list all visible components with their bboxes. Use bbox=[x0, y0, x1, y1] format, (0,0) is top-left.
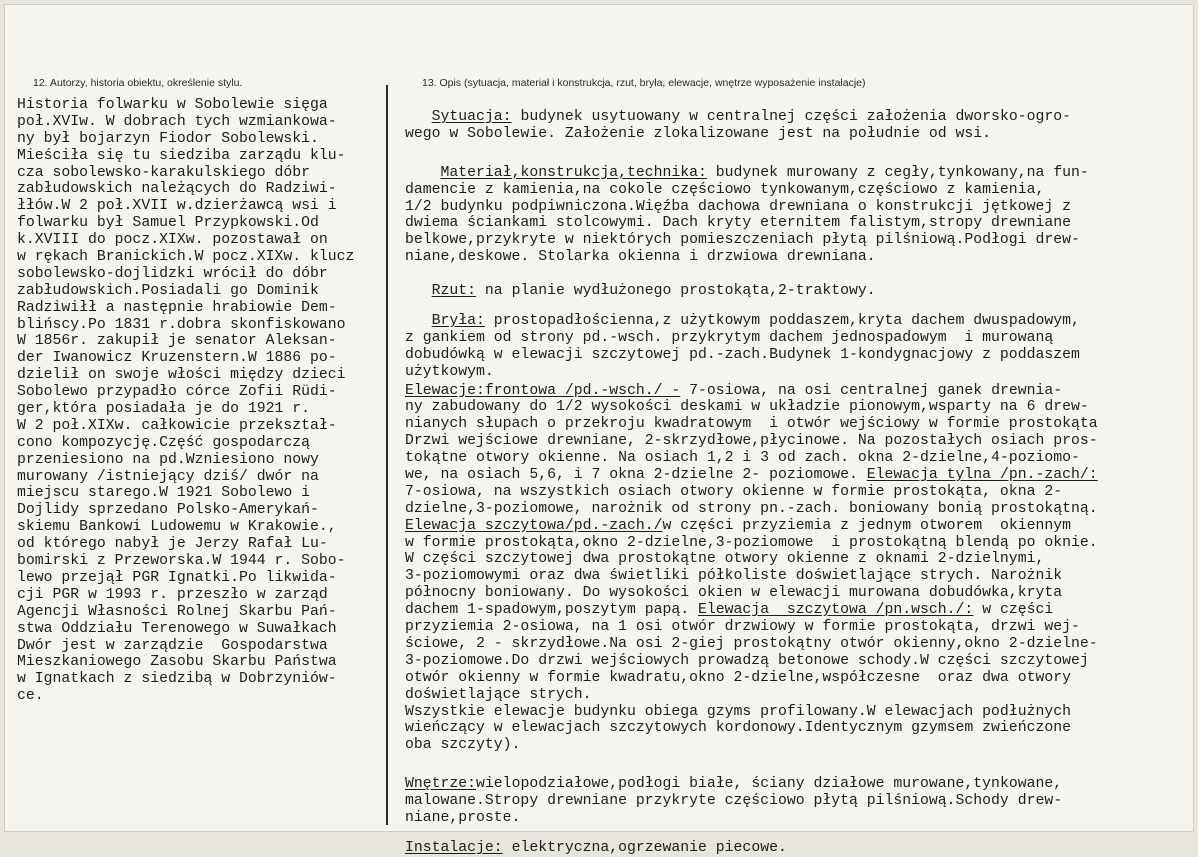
text-line: 7-osiowa, na wszystkich osiach otwory okienne w formie prostokąta, okna 2- bbox=[405, 483, 1063, 500]
text-line: 1/2 budynku podpiwniczona.Więźba dachowa drewniana o konstrukcji jętkowej z bbox=[405, 198, 1071, 215]
para-sytuacja bbox=[405, 109, 1195, 143]
elewacja-szczytowa-pd-label: Elewacja szczytowa/pd.-zach./ bbox=[405, 517, 663, 534]
material-first: budynek murowany z cegły,tynkowany,na fun- bbox=[706, 164, 1089, 181]
history-line: Historia folwarku w Sobolewie sięga bbox=[17, 97, 328, 113]
catalog-card bbox=[4, 4, 1194, 856]
history-line: sobolewsko-dojlidzki wrócił do dóbr bbox=[17, 265, 328, 282]
history-line: zabłudowskich.Posiadali go Dominik bbox=[17, 282, 319, 299]
text-line: tokątne otwory okienne. Na osiach 1,2 i 3 od zach. okna 2-dzielne,4-poziomo- bbox=[405, 450, 1080, 467]
history-line: Dojlidy sprzedano Polsko-Amerykań- bbox=[17, 502, 319, 519]
text-line: północny boniowany. Do wysokości okien w elewacji murowana dobudówka,kryta bbox=[405, 585, 1063, 602]
history-line: od którego nabył je Jerzy Rafał Lu- bbox=[17, 536, 328, 553]
history-line: Radziwiłł a następnie hrabiowie Dem- bbox=[17, 299, 337, 316]
history-line: skiemu Bankowi Ludowemu w Krakowie., bbox=[17, 519, 337, 536]
text-line: malowane.Stropy drewniane przykryte częściowo płytą pilśniową.Schody drew- bbox=[405, 793, 1063, 810]
history-line: folwarku był Samuel Przypkowski.Od bbox=[17, 215, 319, 232]
para-rzut bbox=[405, 283, 1195, 300]
history-line: cji PGR w 1993 r. przeszło w zarząd bbox=[17, 586, 328, 603]
material-rest bbox=[405, 182, 1195, 266]
history-line: w rękach Branickich.W pocz.XIXw. klucz bbox=[17, 249, 355, 266]
elewacje-line-14 bbox=[405, 602, 1195, 619]
text-line: w formie prostokąta,okno 2-dzielne,3-poziomowe i prostokątną blendą po oknie. bbox=[405, 534, 1098, 551]
wnetrze-first: wielopodziałowe,podłogi białe, ściany działowe murowane,tynkowane, bbox=[476, 776, 1063, 793]
history-line: Agencji Własności Rolnej Skarbu Pań- bbox=[17, 603, 337, 620]
rzut-label: Rzut: bbox=[431, 283, 477, 300]
sytuacja-rest-line: wego w Sobolewie. Założenie zlokalizowane jest na południe od wsi. bbox=[405, 125, 992, 142]
text-line: z gankiem od strony pd.-wsch. przykrytym dachem jednospadowym i murowaną bbox=[405, 329, 1054, 346]
bryla-line bbox=[405, 313, 1195, 330]
text-line: ściowe, 2 - skrzydłowe.Na osi 2-giej prostokątny otwór okienny,okno 2-dzielne- bbox=[405, 635, 1098, 652]
para-wnetrze bbox=[405, 776, 1195, 827]
history-line: ger,która posiadała je do 1921 r. bbox=[17, 401, 311, 418]
history-line: blińscy.Po 1831 r.dobra skonfiskowano bbox=[17, 316, 346, 333]
history-line: łłów.W 2 poł.XVII w.dzierżawcą wsi i bbox=[17, 198, 337, 215]
text-line: ny zabudowany do 1/2 wysokości deskami w układzie pionowym,wsparty na 6 drew- bbox=[405, 399, 1089, 416]
bryla-label: Bryła: bbox=[431, 313, 485, 330]
text-line: otwór okienny w formie kwadratu,okno 2-dzielne,współczesne oraz dwa otwory bbox=[405, 669, 1071, 686]
section-12-heading: 12. Autorzy, historia obiektu, określenie stylu. bbox=[33, 77, 243, 89]
history-line: cono kompozycję.Część gospodarczą bbox=[17, 434, 311, 451]
elewacje-line-6-text: we, na osiach 5,6, i 7 okna 2-dzielne 2- poziomowe. bbox=[405, 467, 858, 484]
text-line: użytkowym. bbox=[405, 363, 494, 380]
text-line: oba szczyty). bbox=[405, 737, 521, 754]
history-line: Mieszkaniowego Zasobu Skarbu Państwa bbox=[17, 654, 337, 671]
text-line: 3-poziomowe.Do drzwi wejściowych prowadzą betonowe schody.W części szczytowej bbox=[405, 652, 1089, 669]
text-line: damencie z kamienia,na cokole częściowo tynkowanym,częściowo z kamienia, bbox=[405, 181, 1045, 198]
elewacje-line-1 bbox=[405, 383, 1195, 400]
elewacja-szczytowa-pn-label: Elewacja szczytowa /pn.wsch./: bbox=[698, 602, 974, 619]
sytuacja-line bbox=[405, 109, 1195, 126]
history-text bbox=[17, 97, 389, 705]
rzut-line bbox=[405, 283, 1195, 300]
wnetrze-line bbox=[405, 776, 1195, 793]
elewacje-line-9 bbox=[405, 518, 1195, 535]
text-line: niane,deskowe. Stolarka okienna i drzwiowa drewniana. bbox=[405, 249, 876, 266]
instalacje-line bbox=[405, 840, 1195, 857]
material-label: Materiał,konstrukcja,technika: bbox=[440, 164, 707, 181]
history-line: ce. bbox=[17, 688, 44, 705]
text-line: 3-poziomowymi oraz dwa świetliki półkoliste doświetlające strych. Narożnik bbox=[405, 568, 1063, 585]
history-line: dzielił on swoje włości między dzieci bbox=[17, 367, 346, 384]
bryla-first: prostopadłościenna,z użytkowym poddaszem,kryta dachem dwuspadowym, bbox=[484, 313, 1080, 330]
history-line: W 1856r. zakupił je senator Aleksan- bbox=[17, 333, 337, 350]
history-line: bomirski z Przeworska.W 1944 r. Sobo- bbox=[17, 553, 346, 570]
text-line: nianych słupach o przekroju kwadratowym i otwór wejściowy w formie prostokąta bbox=[405, 416, 1098, 433]
history-line: k.XVIII do pocz.XIXw. pozostawał on bbox=[17, 232, 328, 249]
elewacje-line-9-text: w części przyziemia z jednym otworem okiennym bbox=[662, 517, 1071, 534]
elewacje-line-1-text: 7-osiowa, na osi centralnej ganek drewnia- bbox=[680, 382, 1063, 399]
text-line: Drzwi wejściowe drewniane, 2-skrzydłowe,płycinowe. Na pozostałych osiach pros- bbox=[405, 433, 1098, 450]
instalacje-label: Instalacje: bbox=[405, 839, 503, 856]
para-material bbox=[405, 165, 1195, 266]
history-line: Dwór jest w zarządzie Gospodarstwa bbox=[17, 637, 328, 654]
wnetrze-rest bbox=[405, 793, 1195, 827]
elewacje-line-6 bbox=[405, 467, 1195, 484]
elewacje-line-14-text: dachem 1-spadowym,poszytym papą. bbox=[405, 602, 699, 619]
history-line: zabłudowskich należących do Radziwi- bbox=[17, 181, 337, 198]
text-line: Wszystkie elewacje budynku obiega gzyms profilowany.W elewacjach podłużnych bbox=[405, 703, 1071, 720]
elewacje-lines-a bbox=[405, 399, 1195, 467]
material-line bbox=[405, 165, 1195, 182]
text-line: dobudówką w elewacji szczytowej pd.-zach.Budynek 1-kondygnacjowy z poddaszem bbox=[405, 346, 1080, 363]
history-line: W 2 poł.XIXw. całkowicie przekształ- bbox=[17, 417, 337, 434]
history-line: murowany /istniejący dziś/ dwór na bbox=[17, 468, 319, 485]
text-line: W części szczytowej dwa prostokątne otwory okienne z oknami 2-dzielnymi, bbox=[405, 551, 1045, 568]
rzut-first: na planie wydłużonego prostokąta,2-traktowy. bbox=[476, 283, 876, 300]
history-line: poł.XVIw. W dobrach tych wzmiankowa- bbox=[17, 113, 337, 130]
elewacje-lines-d bbox=[405, 619, 1195, 754]
description-text bbox=[405, 109, 1195, 857]
para-bryla bbox=[405, 313, 1195, 381]
wnetrze-label: Wnętrze: bbox=[405, 776, 477, 793]
section-13-heading: 13. Opis (sytuacja, materiał i konstrukcja, rzut, bryła, elewacje, wnętrze wyposażenie instalacje) bbox=[422, 77, 866, 89]
text-line: belkowe,przykryte w niektórych pomieszczeniach płytą pilśniową.Podłogi drew- bbox=[405, 232, 1080, 249]
text-line: dzielne,3-poziomowe, narożnik od strony pn.-zach. boniowany bonią prostokątną. bbox=[405, 500, 1098, 517]
history-line: der Iwanowicz Kruzenstern.W 1886 po- bbox=[17, 350, 337, 367]
elewacje-frontowa-label: Elewacje:frontowa /pd.-wsch./ - bbox=[405, 382, 681, 399]
text-line: dwiema ściankami stolcowymi. Dach kryty eternitem falistym,stropy drewniane bbox=[405, 215, 1071, 232]
history-line: Mieściła się tu siedziba zarządu klu- bbox=[17, 147, 346, 164]
para-instalacje bbox=[405, 840, 1195, 857]
text-line: przyziemia 2-osiowa, na 1 osi otwór drzwiowy w formie prostokąta, drzwi wej- bbox=[405, 619, 1080, 636]
instalacje-first: elektryczna,ogrzewanie piecowe. bbox=[502, 839, 787, 856]
history-line: przeniesiono na pd.Wzniesiono nowy bbox=[17, 451, 319, 468]
sytuacja-first: budynek usytuowany w centralnej części założenia dworsko-ogro- bbox=[511, 109, 1071, 125]
elewacje-line-14-tail: w części bbox=[973, 602, 1054, 619]
history-line: ny był bojarzyn Fiodor Sobolewski. bbox=[17, 130, 319, 147]
history-line: w Ignatkach z siedzibą w Dobrzyniów- bbox=[17, 671, 337, 688]
history-line: miejscu starego.W 1921 Sobolewo i bbox=[17, 485, 311, 502]
text-line: niane,proste. bbox=[405, 809, 521, 826]
history-line: Sobolewo przypadło córce Zofii Rüdi- bbox=[17, 384, 337, 401]
history-line: stwa Oddziału Terenowego w Suwałkach bbox=[17, 620, 337, 637]
para-elewacje bbox=[405, 383, 1195, 755]
history-line: lewo przejął PGR Ignatki.Po likwida- bbox=[17, 569, 337, 586]
bryla-rest bbox=[405, 330, 1195, 381]
elewacja-tylna-label: Elewacja tylna /pn.-zach/: bbox=[866, 467, 1098, 484]
text-line: wieńczący w elewacjach szczytowych kordonowy.Identycznym gzymsem zwieńczone bbox=[405, 720, 1071, 737]
elewacje-lines-c bbox=[405, 535, 1195, 603]
text-line: doświetlające strych. bbox=[405, 686, 592, 703]
sytuacja-label: Sytuacja: bbox=[431, 109, 512, 125]
history-line: cza sobolewsko-karakulskiego dóbr bbox=[17, 164, 311, 181]
elewacje-lines-b bbox=[405, 484, 1195, 518]
